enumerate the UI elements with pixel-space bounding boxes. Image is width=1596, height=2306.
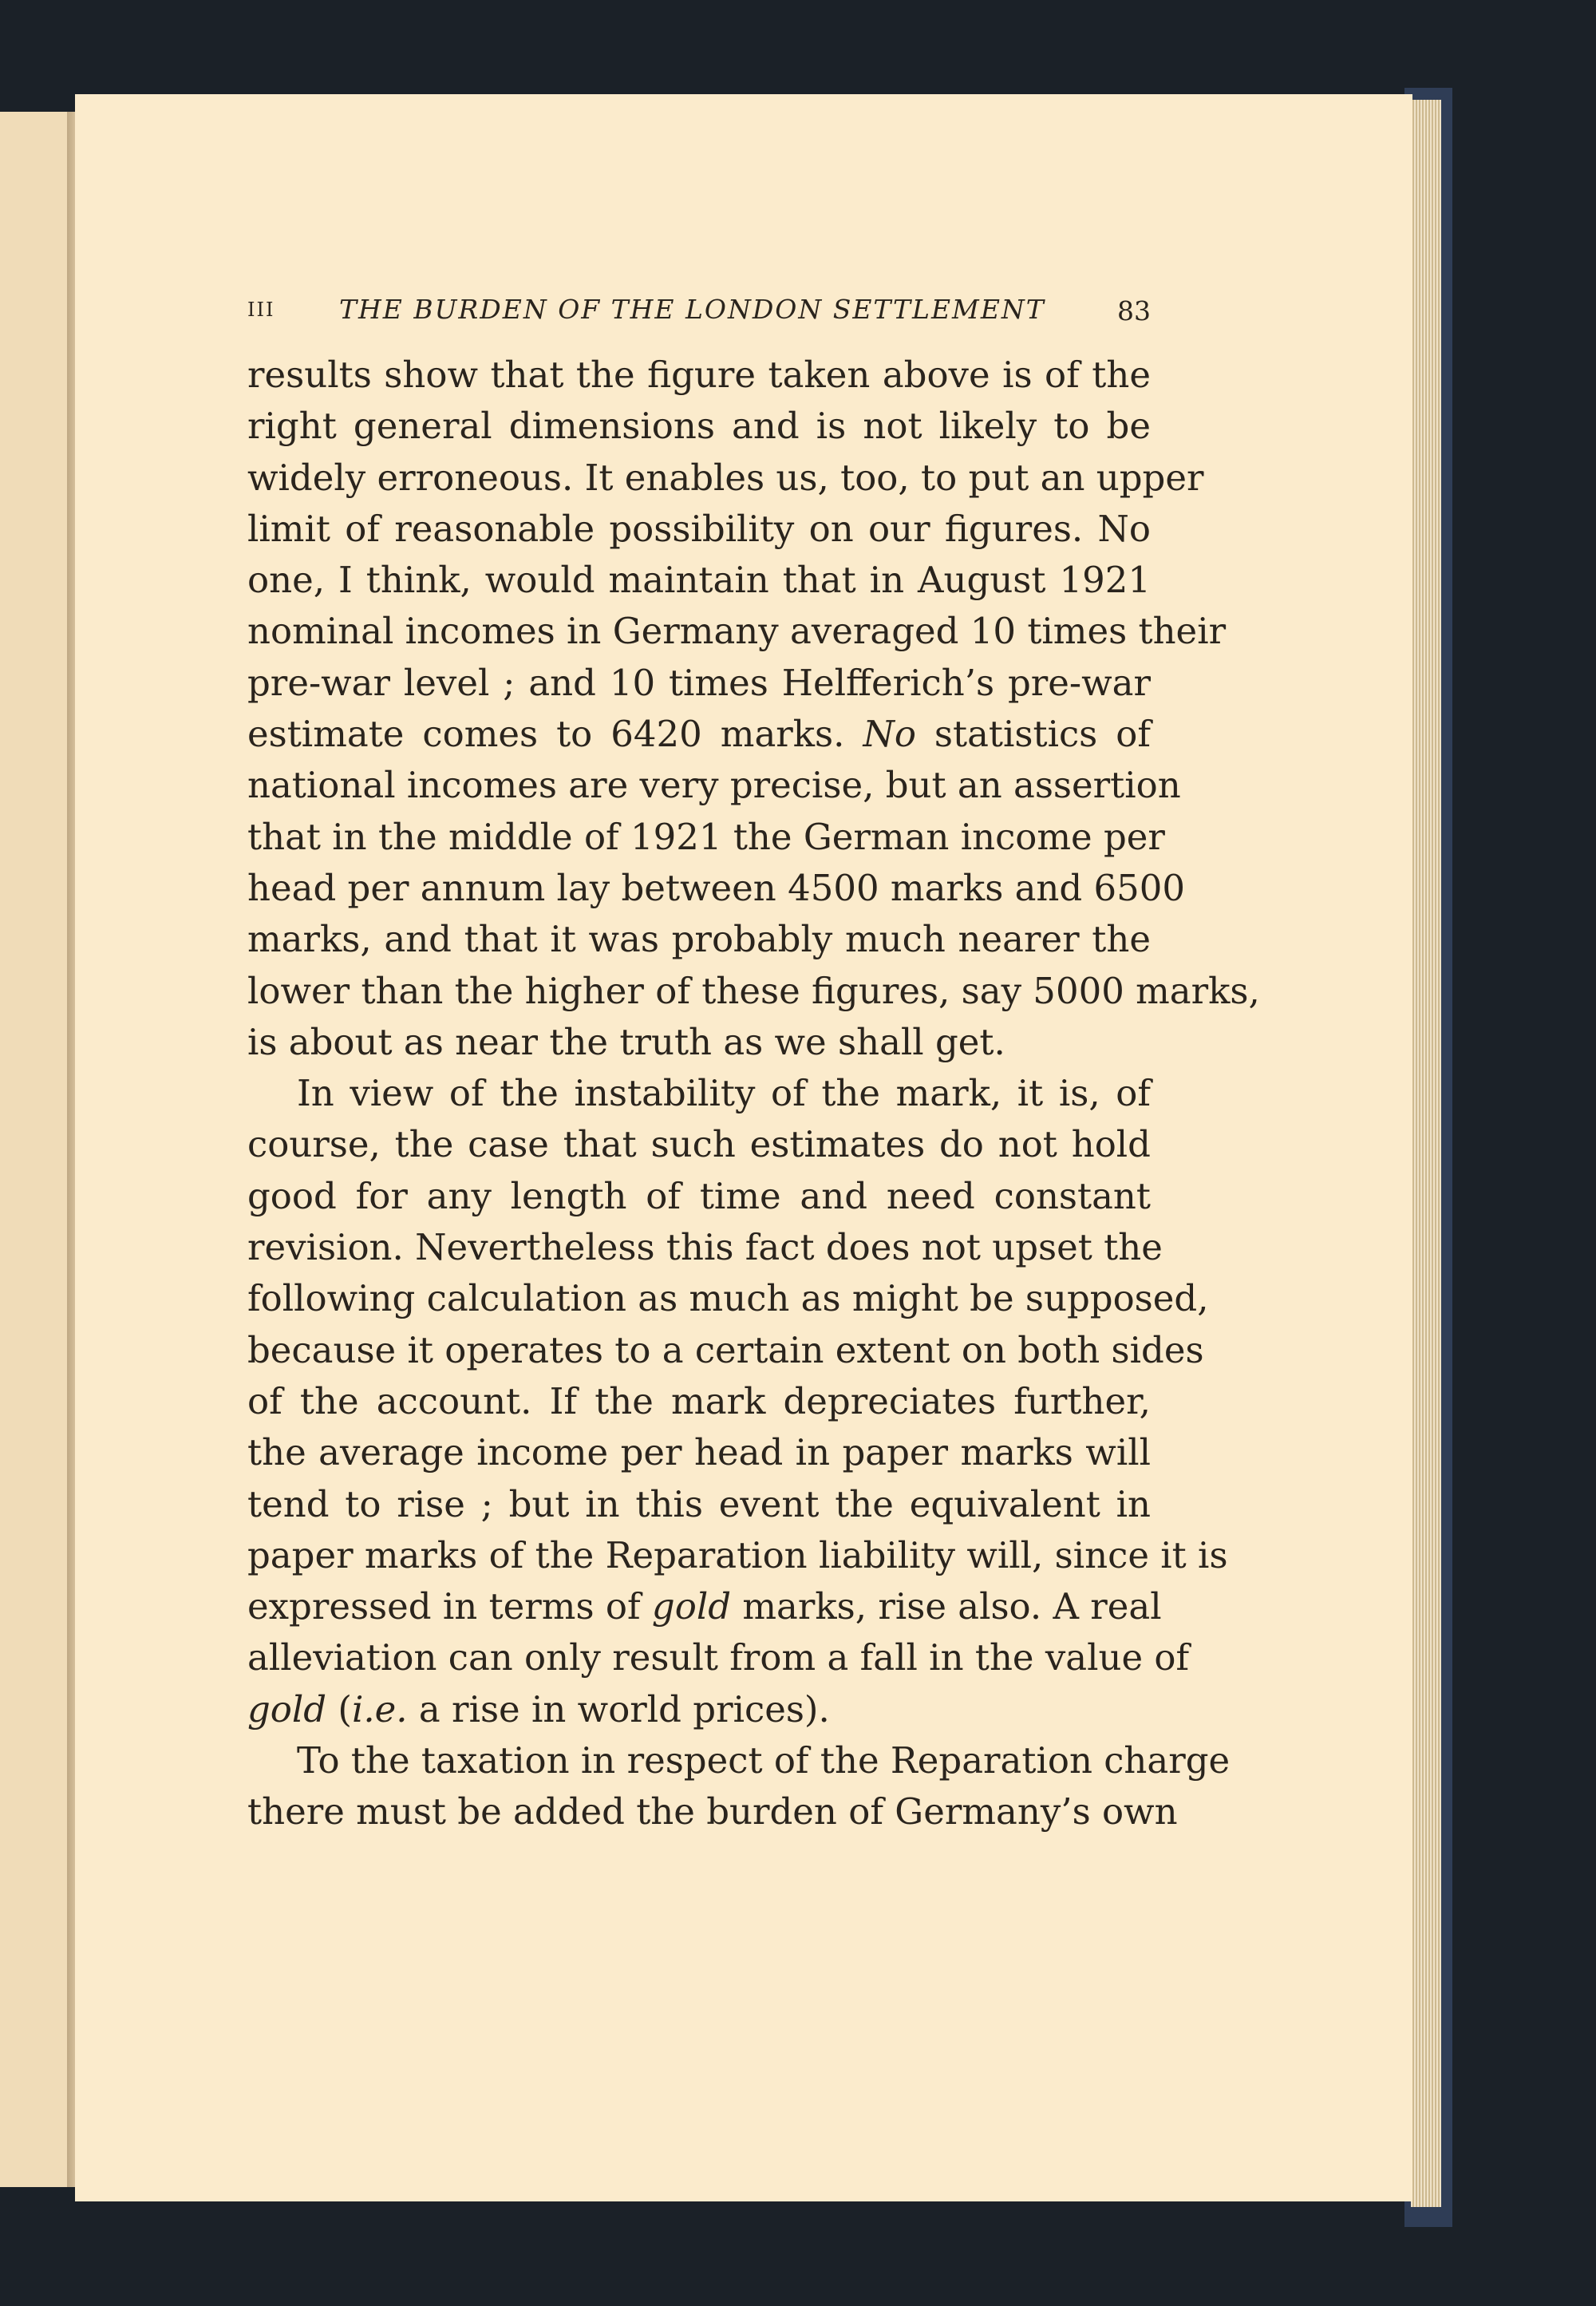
page-number: 83 [1117, 295, 1151, 326]
text-line: To the taxation in respect of the Reparation charge [297, 1739, 1231, 1782]
roman-text: a rise in world prices). [407, 1687, 830, 1730]
italic-text: gold [247, 1687, 327, 1730]
roman-text: statistics of [915, 713, 1152, 756]
text-line: revision. Nevertheless this fact does not upset the [247, 1226, 1163, 1269]
text-line: right general dimensions and is not likely to be [247, 405, 1151, 448]
page-stack-edges [1411, 100, 1441, 2207]
text-line: because it operates to a certain extent on both sides [247, 1328, 1204, 1371]
text-line: lower than the higher of these figures, say 5000 marks, [247, 969, 1260, 1012]
text-line: is about as near the truth as we shall get. [247, 1020, 1005, 1063]
text-line: course, the case that such estimates do not hold [247, 1123, 1151, 1166]
roman-text: expressed in terms of [247, 1585, 652, 1628]
text-line: good for any length of time and need constant [247, 1174, 1151, 1217]
text-line: limit of reasonable possibility on our figures. No [247, 507, 1151, 550]
roman-text: marks, rise also. A real [731, 1585, 1162, 1628]
roman-text: estimate comes to 6420 marks. [247, 713, 863, 756]
text-line: one, I think, would maintain that in August 1921 [247, 559, 1151, 602]
text-line: following calculation as much as might be supposed, [247, 1277, 1209, 1320]
text-line: the average income per head in paper marks will [247, 1431, 1151, 1474]
roman-text: ( [326, 1687, 352, 1730]
italic-text: gold [651, 1585, 732, 1628]
paragraph [247, 350, 1260, 1068]
text-line: results show that the figure taken above is of the [247, 354, 1151, 396]
paragraph [247, 1735, 1231, 1838]
facing-page-edge [0, 112, 72, 2187]
chapter-number: III [247, 299, 275, 321]
text-line: that in the middle of 1921 the German income per [247, 815, 1165, 858]
running-head-title: THE BURDEN OF THE LONDON SETTLEMENT [339, 294, 1045, 325]
text-line: there must be added the burden of Germany’s own [247, 1790, 1178, 1833]
text-line: widely erroneous. It enables us, too, to put an upper [247, 456, 1204, 499]
text-line: tend to rise ; but in this event the equivalent in [247, 1482, 1151, 1525]
text-line: paper marks of the Reparation liability will, since it is [247, 1533, 1228, 1576]
text-line: alleviation can only result from a fall in the value of [247, 1636, 1190, 1679]
text-line: In view of the instability of the mark, it is, of [297, 1072, 1151, 1115]
text-line: head per annum lay between 4500 marks and 6500 [247, 866, 1186, 909]
italic-text: No [863, 713, 916, 756]
text-line: pre-war level ; and 10 times Helfferich’s pre-war [247, 661, 1151, 704]
text-line: of the account. If the mark depreciates further, [247, 1379, 1151, 1422]
text-line: marks, and that it was probably much nearer the [247, 918, 1151, 961]
body-text [247, 350, 1260, 1838]
text-line [247, 1581, 1162, 1632]
paragraph [247, 1068, 1228, 1735]
text-line [247, 1684, 1151, 1735]
text-line: nominal incomes in Germany averaged 10 times their [247, 610, 1227, 653]
text-line [247, 709, 1151, 760]
text-line: national incomes are very precise, but an assertion [247, 764, 1181, 807]
italic-text: i.e. [351, 1687, 408, 1730]
running-head [247, 294, 1151, 334]
